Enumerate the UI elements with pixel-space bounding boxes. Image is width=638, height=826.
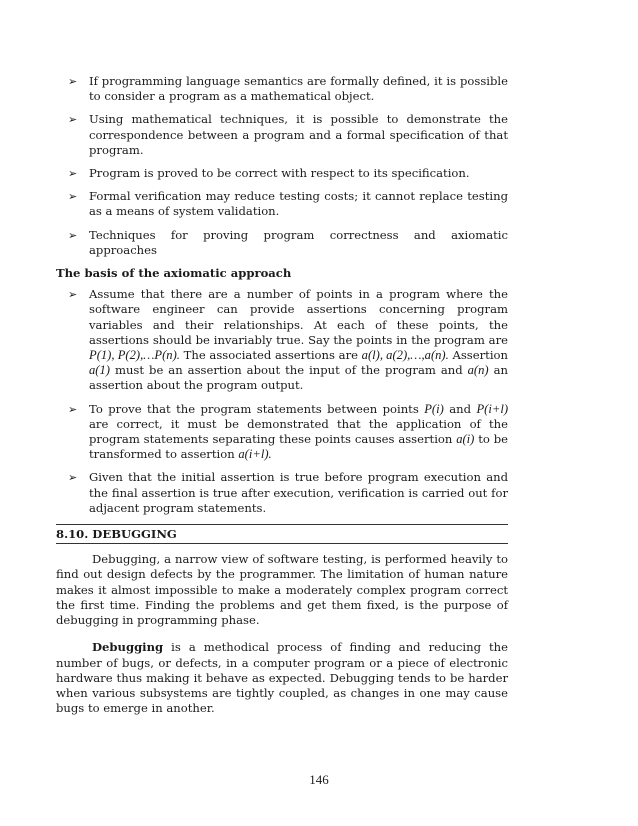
list-item: ➢ Techniques for proving program correctness and axiomatic approaches (68, 227, 508, 257)
list-item: ➢ Using mathematical techniques, it is possible to demonstrate the correspondence between a program and a formal specification of that program. (68, 112, 508, 157)
arrow-bullet-icon: ➢ (68, 228, 78, 242)
page-number: 146 (309, 772, 329, 787)
arrow-bullet-icon: ➢ (68, 167, 78, 181)
formal-verification-list (56, 74, 508, 258)
arrow-bullet-icon: ➢ (68, 402, 78, 416)
document-page (56, 74, 508, 716)
list-item: ➢ Given that the initial assertion is true before program execution and the final assertion is true after execution, verification is carried out for adjacent program statements. (68, 470, 508, 515)
axiomatic-list (56, 287, 508, 516)
axiomatic-heading: The basis of the axiomatic approach (56, 266, 292, 281)
arrow-bullet-icon: ➢ (68, 190, 78, 204)
bold-term: Debugging (92, 640, 164, 655)
arrow-bullet-icon: ➢ (68, 471, 78, 485)
debugging-paragraph: Debugging, a narrow view of software testing, is performed heavily to find out design defects by the programmer. The limitation of human nature makes it almost impossible to make a moderately complex program correct the first time. Finding the problems and get them fixed, is the purpose of debugging in programming phase. (56, 552, 508, 628)
list-item: ➢ If programming language semantics are formally defined, it is possible to consider a program as a mathematical object. (68, 74, 508, 104)
list-item: ➢ Formal verification may reduce testing costs; it cannot replace testing as a means of system validation. (68, 189, 508, 219)
list-item: ➢ Assume that there are a number of points in a program where the software engineer can provide assertions concerning program variables and their relationships. At each of these points, the assertions should be invariably true. Say the points in the program are P(1), P(2),…P(n). The associated assertions are a(l), a(2),…,a(n). Assertion a(1) must be an assertion about the input of the program and a(n) an assertion about the program output. (68, 287, 508, 393)
arrow-bullet-icon: ➢ (68, 288, 78, 302)
section-title-debugging: 8.10. DEBUGGING (56, 524, 508, 544)
list-item: ➢ Program is proved to be correct with respect to its specification. (68, 166, 470, 181)
arrow-bullet-icon: ➢ (68, 75, 78, 88)
arrow-bullet-icon: ➢ (68, 113, 78, 127)
debugging-definition-paragraph: Debugging is a methodical process of finding and reducing the number of bugs, or defects, in a computer program or a piece of electronic hardware thus making it behave as expected. Debugging tends to be harder when various subsystems are tightly coupled, as changes in one may cause bugs to emerge in another. (56, 640, 508, 716)
list-item: ➢ To prove that the program statements between points P(i) and P(i+l) are correct, it must be demonstrated that the application of the program statements separating these points causes assertion a(i) to be transformed to assertion a(i+l). (68, 401, 509, 462)
